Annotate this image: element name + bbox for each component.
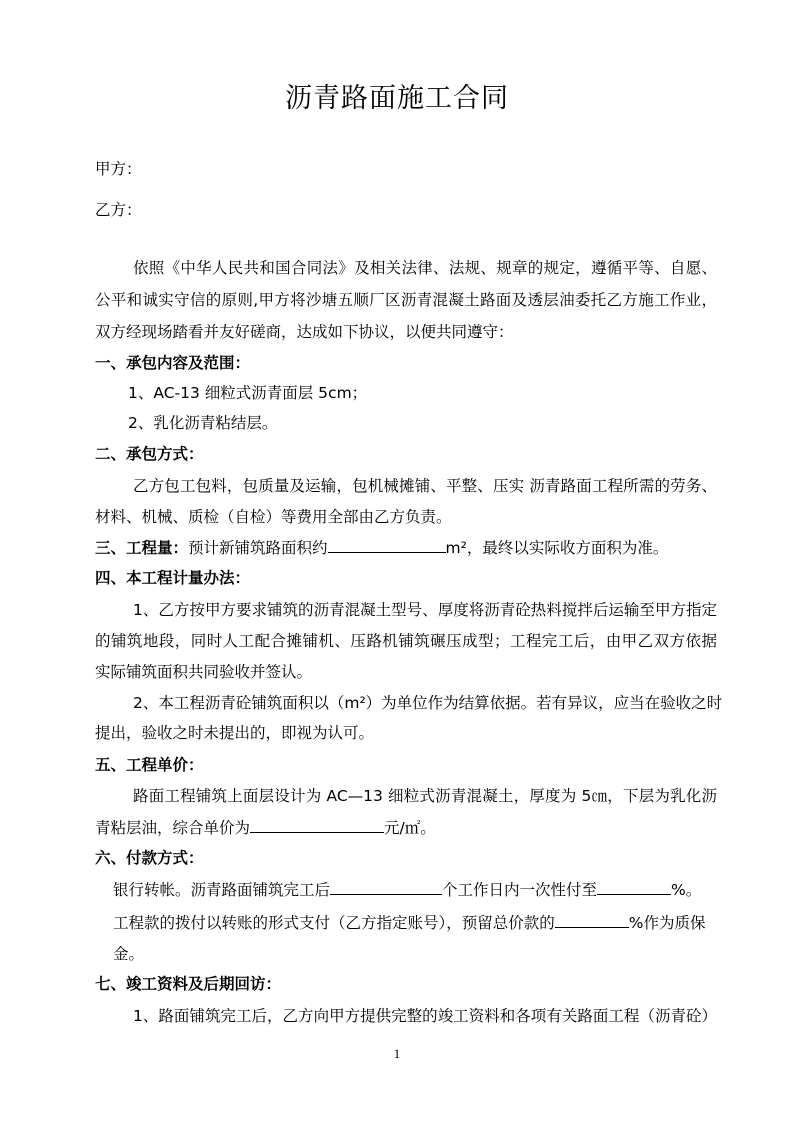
unit-price-blank-field[interactable] [250, 817, 384, 833]
paragraph-line: 1、乙方按甲方要求铺筑的沥青混凝土型号、厚度将沥青砼热料搅拌后运输至甲方指定 [133, 601, 717, 619]
workdays-blank-field[interactable] [330, 879, 442, 895]
unit-price-line [95, 817, 436, 838]
payment-text: 银行转帐。沥青路面铺筑完工后 [113, 881, 331, 899]
payment-text: 工程款的拨付以转账的形式支付（乙方指定账号），预留总价款的 [113, 914, 555, 932]
paragraph-line: 提出，验收之时未提出的，即视为认可。 [95, 724, 375, 742]
retention-percent-blank-field[interactable] [555, 912, 629, 928]
section-heading: 二、承包方式： [95, 445, 204, 463]
party-a-label: 甲方： [95, 160, 142, 178]
payment-line [113, 879, 701, 900]
paragraph-line: 实际铺筑面积共同验收并签认。 [95, 663, 313, 681]
section-heading: 四、本工程计量办法： [95, 569, 251, 587]
paragraph-line: 乙方包工包料，包质量及运输，包机械摊铺、平整、压实 沥青路面工程所需的劳务、 [133, 477, 717, 495]
section-heading: 三、工程量： [95, 539, 189, 557]
list-item: 1、AC-13 细粒式沥青面层 5cm； [128, 384, 368, 402]
payment-text: %作为质保 [628, 914, 706, 932]
unit-price-text: 元/㎡。 [384, 819, 436, 837]
paragraph-line: 2、本工程沥青砼铺筑面积以（m²）为单位作为结算依据。若有异议，应当在验收之时 [133, 694, 723, 712]
intro-line: 依照《中华人民共和国合同法》及相关法律、法规、规章的规定，遵循平等、自愿、 [133, 259, 717, 277]
page-number: 1 [393, 1046, 401, 1061]
page-title: 沥青路面施工合同 [285, 83, 509, 114]
intro-line: 双方经现场踏看并友好磋商，达成如下协议，以便共同遵守： [95, 323, 514, 341]
payment-line: 金。 [113, 945, 145, 963]
payment-line [113, 912, 706, 933]
section-heading: 一、承包内容及范围： [95, 354, 251, 372]
section-heading: 七、竣工资料及后期回访： [95, 975, 282, 993]
area-blank-field[interactable] [328, 537, 446, 553]
paragraph-line: 的铺筑地段，同时人工配合摊铺机、压路机铺筑碾压成型；工程完工后，由甲乙双方依据 [95, 632, 717, 650]
paragraph-line: 1、路面铺筑完工后，乙方向甲方提供完整的竣工资料和各项有关路面工程（沥青砼） [133, 1007, 717, 1025]
paragraph-line: 路面工程铺筑上面层设计为 AC—13 细粒式沥青混凝土，厚度为 5㎝，下层为乳化沥 [133, 787, 717, 805]
section-heading: 六、付款方式： [95, 849, 204, 867]
payment-text: %。 [671, 881, 702, 899]
intro-line: 公平和诚实守信的原则,甲方将沙塘五顺厂区沥青混凝土路面及透层油委托乙方施工作业， [95, 291, 717, 309]
quantity-text: m²，最终以实际收方面积为准。 [445, 539, 669, 557]
section-heading: 五、工程单价： [95, 756, 204, 774]
payment-percent-blank-field[interactable] [597, 879, 671, 895]
quantity-text: 预计新铺筑路面积约 [188, 539, 328, 557]
paragraph-line: 材料、机械、质检（自检）等费用全部由乙方负责。 [95, 508, 452, 526]
quantity-line [95, 537, 668, 558]
list-item: 2、乳化沥青粘结层。 [128, 414, 278, 432]
unit-price-text: 青粘层油，综合单价为 [95, 819, 251, 837]
party-b-label: 乙方： [95, 201, 142, 219]
payment-text: 个工作日内一次性付至 [442, 881, 598, 899]
